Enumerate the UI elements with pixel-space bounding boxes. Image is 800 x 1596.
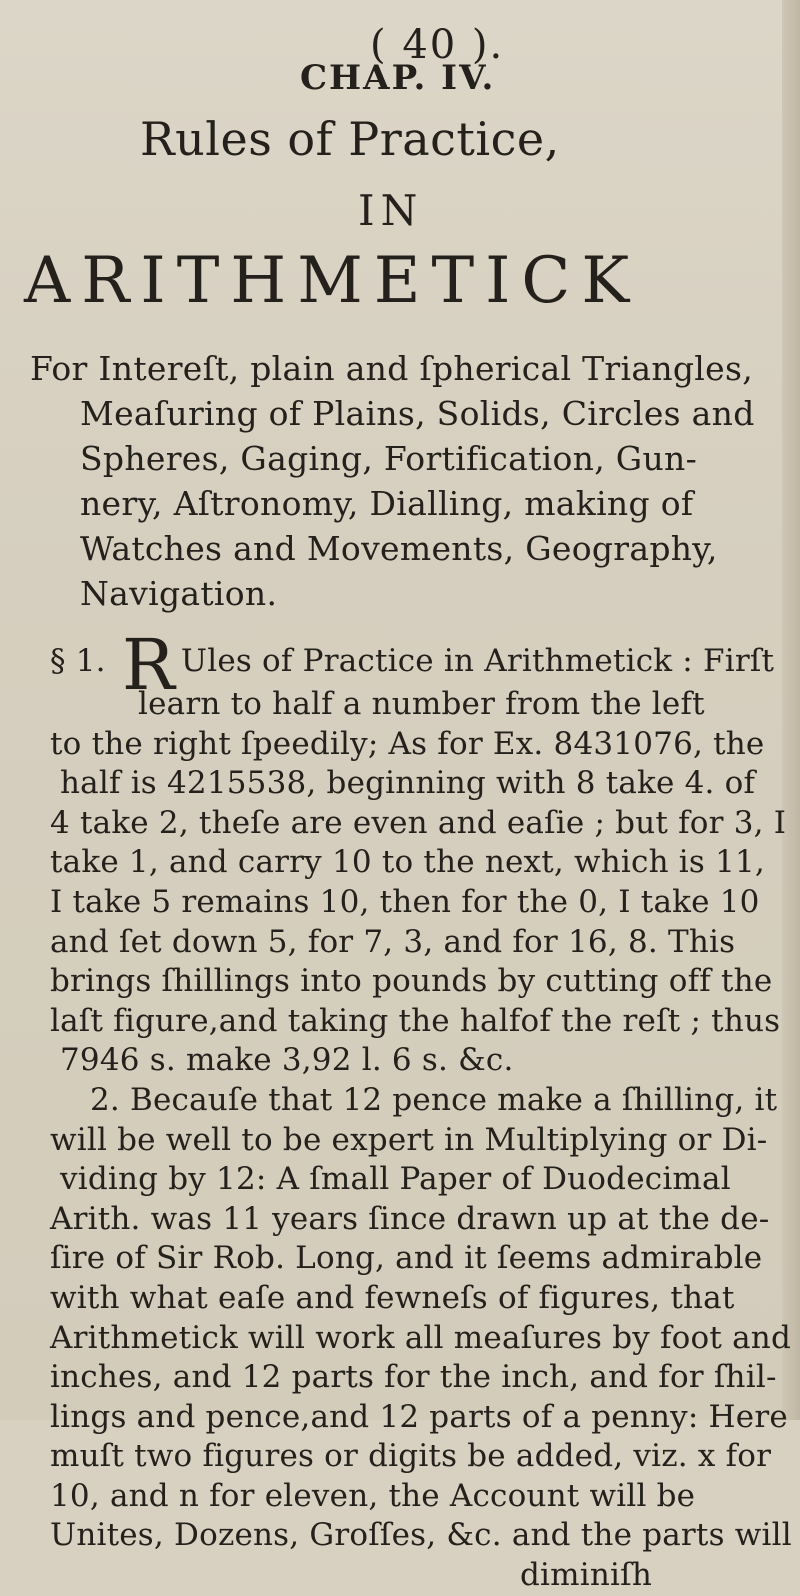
page-number: ( 40 ).	[370, 22, 505, 68]
body-line: take 1, and carry 10 to the next, which is 11,	[50, 844, 765, 881]
subtitle-line: Spheres, Gaging, Fortification, Gun-	[80, 439, 698, 478]
body-line: to the right ſpeedily; As for Ex. 8431076, the	[50, 725, 765, 762]
subtitle-line: nery, Aſtronomy, Dialling, making of	[80, 484, 694, 523]
body-line: Unites, Dozens, Groſſes, &c. and the parts will	[50, 1517, 792, 1554]
body-line: laſt figure,and taking the halfof the reſt ; thus	[50, 1002, 781, 1039]
chapter-heading: CHAP. IV.	[300, 58, 496, 98]
body-line: inches, and 12 parts for the inch, and for ſhil-	[50, 1359, 777, 1396]
body-line: with what eaſe and fewneſs of figures, that	[50, 1279, 735, 1316]
subtitle-line: Watches and Movements, Geography,	[80, 529, 718, 568]
body-line: and ſet down 5, for 7, 3, and for 16, 8. This	[50, 923, 736, 960]
section-mark: § 1.	[50, 643, 106, 679]
body-line: Arith. was 11 years ſince drawn up at the de-	[50, 1200, 770, 1237]
body-line: 10, and n for eleven, the Account will be	[50, 1477, 696, 1514]
body-line: will be well to be expert in Multiplying or Di-	[50, 1121, 768, 1158]
title-line: Rules of Practice,	[140, 112, 560, 166]
body-line: 7946 s. make 3,92 l. 6 s. &c.	[60, 1042, 514, 1079]
body-line: Arithmetick will work all meaſures by foot and	[50, 1319, 792, 1356]
body-text	[50, 624, 792, 1596]
body-line: lings and pence,and 12 parts of a penny: Here	[50, 1398, 788, 1435]
body-line: Ules of Practice in Arithmetick : Firſt	[180, 643, 775, 679]
body-line: 2. Becauſe that 12 pence make a ſhilling, it	[90, 1081, 778, 1118]
title-main: ARITHMETICK	[24, 244, 641, 318]
subtitle-line: Meaſuring of Plains, Solids, Circles and	[80, 394, 755, 433]
subtitle-line: Navigation.	[80, 574, 278, 613]
body-line: half is 4215538, beginning with 8 take 4. of	[60, 765, 756, 802]
body-line: ſire of Sir Rob. Long, and it ſeems admirable	[50, 1240, 763, 1277]
body-line: brings ſhillings into pounds by cutting off the	[50, 963, 773, 1000]
catchword: diminiſh	[520, 1557, 652, 1594]
body-line: learn to half a number from the left	[138, 686, 705, 722]
body-line: viding by 12: A ſmall Paper of Duodecimal	[60, 1161, 731, 1198]
subtitle-block	[30, 346, 790, 616]
body-line: muſt two figures or digits be added, viz. x for	[50, 1438, 772, 1475]
body-line: I take 5 remains 10, then for the 0, I take 10	[50, 883, 760, 920]
drop-cap: R	[122, 624, 175, 706]
title-in: IN	[358, 186, 424, 235]
body-line: 4 take 2, theſe are even and eaſie ; but for 3, I	[50, 804, 787, 841]
subtitle-line: For Intereſt, plain and ſpherical Triangles,	[30, 349, 754, 388]
